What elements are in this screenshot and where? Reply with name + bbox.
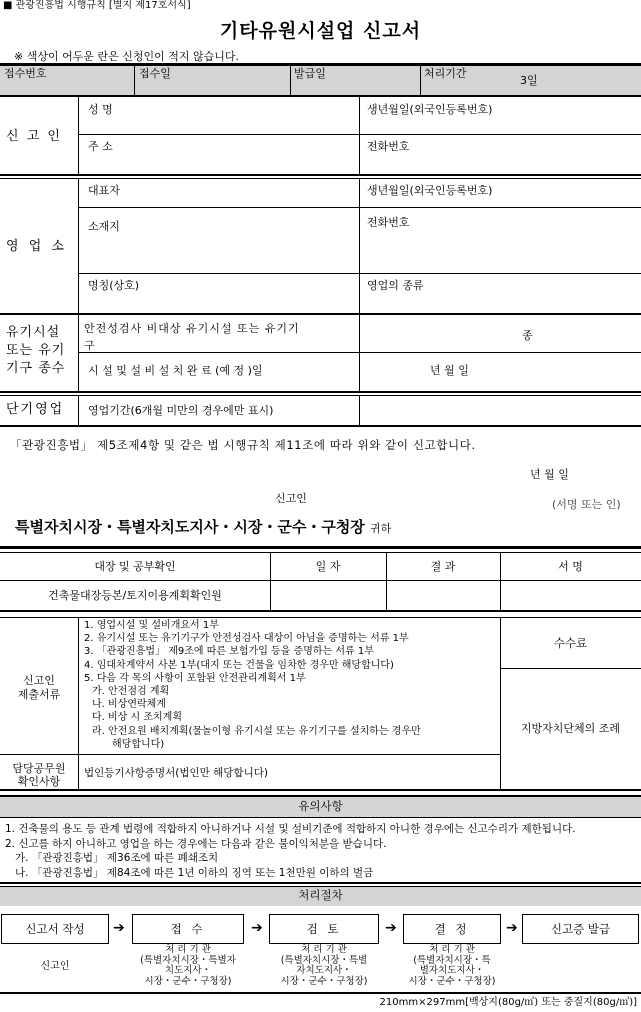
doc-item: 3. 「관광진흥법」 제9조에 따른 보험가입 등을 증명하는 서류 1부 xyxy=(84,646,374,658)
signer-label: 신고인 xyxy=(275,492,307,505)
verify-row-building-register: 건축물대장등본/토지이용계획확인원 xyxy=(48,589,222,602)
step-sub-agency: 처 리 기 관 (특별자치시장・특별자 치도지사・ 시장・군수・구청장) xyxy=(140,944,236,987)
official-check-value: 법인등기사항증명서(법인만 해당합니다) xyxy=(84,767,268,779)
submission-docs-list xyxy=(84,619,498,751)
doc-item: 라. 안전요원 배치계획(물놀이형 유기시설 또는 유기기구를 설치하는 경우만 xyxy=(92,725,421,737)
addressee-suffix: 귀하 xyxy=(370,522,392,535)
issue-date-label: 발급일 xyxy=(294,67,326,80)
fee-value: 지방자치단체의 조례 xyxy=(520,722,621,735)
step-sub-agency: 처 리 기 관 (특별자치시장・특별 자치도지사・ 시장・군수・구청장) xyxy=(280,944,368,987)
installation-date-field[interactable]: 년 월 일 xyxy=(430,364,469,377)
doc-item: 해당합니다) xyxy=(112,738,165,750)
processing-period-value: 3일 xyxy=(520,74,538,87)
step-decision: 결 정 xyxy=(403,914,501,944)
notice-lines xyxy=(5,822,639,880)
receipt-number-label: 접수번호 xyxy=(4,67,47,80)
trade-name-field[interactable]: 명칭(상호) xyxy=(88,279,140,292)
receipt-date-label: 접수일 xyxy=(139,67,171,80)
fee-label: 수수료 xyxy=(553,636,588,650)
declaration-text: 「관광진흥법」 제5조제4항 및 같은 법 시행규칙 제11조에 따라 위와 같이 신고합니다. xyxy=(10,438,476,452)
step-write-form: 신고서 작성 xyxy=(1,914,109,944)
notice-title: 유의사항 xyxy=(298,799,343,813)
sign-note: (서명 또는 인) xyxy=(552,498,621,511)
processing-period-label: 처리기간 xyxy=(424,67,467,80)
installation-complete-label: 시 설 및 설 비 설 치 완 료 (예 정 )일 xyxy=(88,364,263,377)
shade-note: ※ 색상이 어두운 란은 신청인이 적지 않습니다. xyxy=(14,50,239,63)
business-period-field[interactable]: 영업기간(6개월 미만의 경우에만 표시) xyxy=(88,404,274,417)
notice-line: 2. 신고를 하지 아니하고 영업을 하는 경우에는 다음과 같은 불이익처분을 받습니다. xyxy=(5,837,387,850)
arrow-right-icon: ➔ xyxy=(113,920,125,936)
form-number: ■ 관광진흥법 시행규칙 [별지 제17호서식] xyxy=(3,0,191,11)
page-title: 기타유원시설업 신고서 xyxy=(219,20,422,42)
representative-field[interactable]: 대표자 xyxy=(88,184,120,197)
verify-header-result: 결 과 xyxy=(430,560,456,573)
applicant-birth-field[interactable]: 생년월일(외국인등록번호) xyxy=(367,103,493,116)
business-type-field[interactable]: 영업의 종류 xyxy=(367,279,424,292)
process-title: 처리절차 xyxy=(298,888,343,902)
facility-kind-field[interactable]: 종 xyxy=(522,329,533,342)
representative-birth-field[interactable]: 생년월일(외국인등록번호) xyxy=(367,184,493,197)
business-label: 영 업 소 xyxy=(6,239,67,254)
applicant-address-field[interactable]: 주 소 xyxy=(88,140,113,153)
verify-header-sign: 서 명 xyxy=(558,560,583,573)
addressee-name: 특별자치시장・특별자치도지사・시장・군수・구청장 xyxy=(15,518,365,536)
doc-item: 나. 비상연락체계 xyxy=(92,699,166,711)
verify-header-docs: 대장 및 공부확인 xyxy=(94,560,176,573)
arrow-right-icon: ➔ xyxy=(251,920,263,936)
verify-header-date: 일 자 xyxy=(315,560,341,573)
step-issue-certificate: 신고증 발급 xyxy=(522,914,639,944)
doc-item: 가. 안전점검 계획 xyxy=(92,686,170,698)
business-location-field[interactable]: 소재지 xyxy=(88,220,120,233)
applicant-name-field[interactable]: 성 명 xyxy=(88,103,113,116)
paper-spec: 210mm×297mm[백상지(80g/㎡) 또는 중질지(80g/㎡)] xyxy=(379,997,637,1008)
doc-item: 4. 임대차계약서 사본 1부(대지 또는 건물을 임차한 경우만 해당합니다) xyxy=(84,659,394,671)
notice-line: 나. 「관광진흥법」 제84조에 따른 1년 이하의 징역 또는 1천만원 이하의 벌금 xyxy=(15,866,374,879)
business-phone-field[interactable]: 전화번호 xyxy=(367,216,410,229)
arrow-right-icon: ➔ xyxy=(385,920,397,936)
shortterm-label: 단기영업 xyxy=(6,402,65,417)
doc-item: 5. 다음 각 목의 사항이 포함된 안전관리계획서 1부 xyxy=(84,672,306,684)
step-sub-applicant: 신고인 xyxy=(40,961,70,972)
step-receipt: 접 수 xyxy=(132,914,244,944)
addressee xyxy=(15,520,391,535)
applicant-phone-field[interactable]: 전화번호 xyxy=(367,140,410,153)
notice-line: 가. 「관광진흥법」 제36조에 따른 폐쇄조치 xyxy=(15,852,219,864)
step-sub-agency: 처 리 기 관 (특별자치시장・특 별자치도지사・ 시장・군수・구청장) xyxy=(408,944,496,987)
submission-docs-label: 신고인 제출서류 xyxy=(17,674,61,701)
declaration-date[interactable]: 년 월 일 xyxy=(530,468,569,481)
doc-item: 다. 비상 시 조치계획 xyxy=(92,712,182,724)
official-check-label: 담당공무원 확인사항 xyxy=(12,762,66,788)
facility-label: 유기시설 또는 유기 기구 종수 xyxy=(6,325,66,376)
step-review: 검 토 xyxy=(269,914,379,944)
doc-item: 2. 유기시설 또는 유기기구가 안전성검사 대상이 아님을 증명하는 서류 1부 xyxy=(84,633,409,645)
applicant-label: 신 고 인 xyxy=(6,129,62,144)
facility-non-inspection-label: 안전성검사 비대상 유기시설 또는 유기기 구 xyxy=(84,322,300,352)
doc-item: 1. 영업시설 및 설비개요서 1부 xyxy=(84,620,219,631)
arrow-right-icon: ➔ xyxy=(506,920,518,936)
notice-line: 1. 건축물의 용도 등 관계 법령에 적합하지 아니하거나 시설 및 설비기준에 적합하지 아니한 경우에는 신고수리가 제한됩니다. xyxy=(5,823,576,835)
